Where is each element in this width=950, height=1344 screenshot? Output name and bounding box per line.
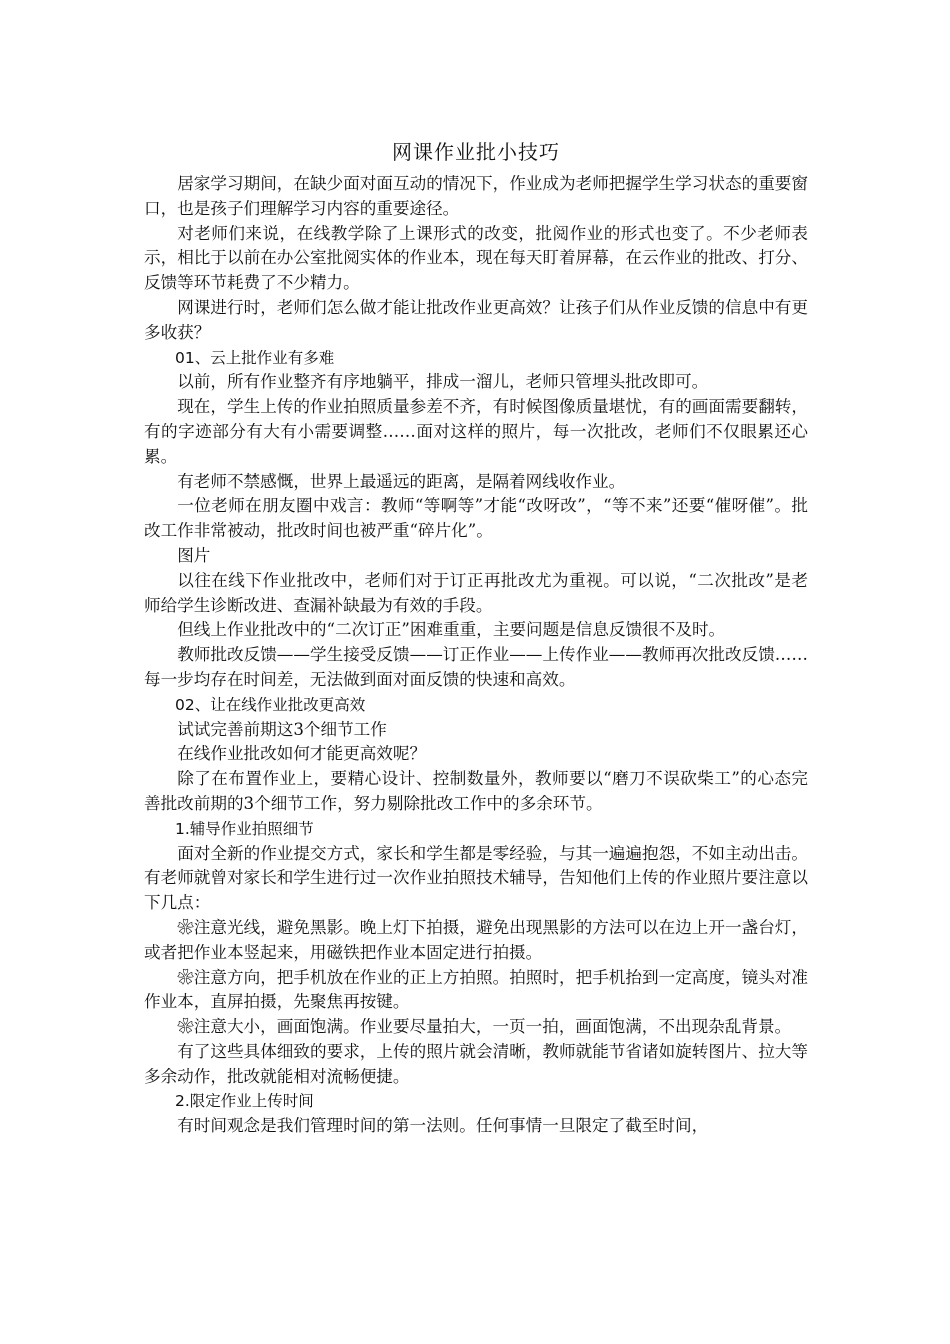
paragraph: 有了这些具体细致的要求，上传的照片就会清晰，教师就能节省诸如旋转图片、拉大等多余动作，批改就能相对流畅便捷。 (144, 1041, 808, 1086)
paragraph: 在线作业批改如何才能更高效呢？ (177, 744, 427, 764)
section-heading: 01、云上批作业有多难 (175, 348, 335, 367)
paragraph: 现在，学生上传的作业拍照质量参差不齐，有时候图像质量堪忧，有的画面需要翻转，有的字迹部分有大有小需要调整……面对这样的照片，每一次批改，老师们不仅眼累还心累。 (144, 397, 808, 466)
paragraph: 有时间观念是我们管理时间的第一法则。任何事情一旦限定了截至时间， (177, 1116, 709, 1136)
paragraph: 有老师不禁感慨，世界上最遥远的距离，是隔着网线收作业。 (177, 471, 626, 491)
paragraph: ❀注意光线，避免黑影。晚上灯下拍摄，避免出现黑影的方法可以在边上开一盏台灯，或者把作业本竖起来，用磁铁把作业本固定进行拍摄。 (144, 917, 808, 962)
paragraph: 除了在布置作业上，要精心设计、控制数量外，教师要以“磨刀不误砍柴工”的心态完善批改前期的3个细节工作，努力剔除批改工作中的多余环节。 (144, 769, 808, 813)
section-heading: 1.辅导作业拍照细节 (175, 819, 314, 838)
section-heading: 2.限定作业上传时间 (175, 1092, 314, 1111)
paragraph: 居家学习期间，在缺少面对面互动的情况下，作业成为老师把握学生学习状态的重要窗口，也是孩子们理解学习内容的重要途径。 (144, 174, 808, 218)
section-heading: 02、让在线作业批改更高效 (175, 695, 366, 714)
paragraph: 试试完善前期这3个细节工作 (177, 719, 387, 739)
paragraph: ❀注意方向，把手机放在作业的正上方拍照。拍照时，把手机抬到一定高度，镜头对准作业本，直屏拍摄，先聚焦再按键。 (144, 967, 808, 1012)
paragraph: 以往在线下作业批改中，老师们对于订正再批改尤为重视。可以说，“二次批改”是老师给学生诊断改进、查漏补缺最为有效的手段。 (144, 570, 808, 615)
paragraph-list (144, 172, 808, 1139)
document-body (144, 136, 808, 1139)
paragraph: 一位老师在朋友圈中戏言：教师“等啊等”才能“改呀改”，“等不来”还要“催呀催”。批改工作非常被动，批改时间也被严重“碎片化”。 (144, 496, 808, 541)
document-title: 网课作业批小技巧 (392, 140, 560, 164)
paragraph: 面对全新的作业提交方式，家长和学生都是零经验，与其一遍遍抱怨，不如主动出击。有老师就曾对家长和学生进行过一次作业拍照技术辅导，告知他们上传的作业照片要注意以下几点： (144, 843, 808, 913)
paragraph: 以前，所有作业整齐有序地躺平，排成一溜儿，老师只管埋头批改即可。 (177, 372, 709, 392)
paragraph: 教师批改反馈——学生接受反馈——订正作业——上传作业——教师再次批改反馈……每一步均存在时间差，无法做到面对面反馈的快速和高效。 (144, 645, 808, 689)
paragraph: 网课进行时，老师们怎么做才能让批改作业更高效？让孩子们从作业反馈的信息中有更多收获？ (144, 297, 808, 342)
paragraph: 对老师们来说，在线教学除了上课形式的改变，批阅作业的形式也变了。不少老师表示，相比于以前在办公室批阅实体的作业本，现在每天盯着屏幕，在云作业的批改、打分、反馈等环节耗费了不少精力。 (144, 223, 808, 293)
paragraph: 但线上作业批改中的“二次订正”困难重重，主要问题是信息反馈很不及时。 (177, 620, 726, 640)
paragraph: 图片 (177, 545, 211, 565)
paragraph: ❀注意大小，画面饱满。作业要尽量拍大，一页一拍，画面饱满，不出现杂乱背景。 (177, 1017, 792, 1037)
